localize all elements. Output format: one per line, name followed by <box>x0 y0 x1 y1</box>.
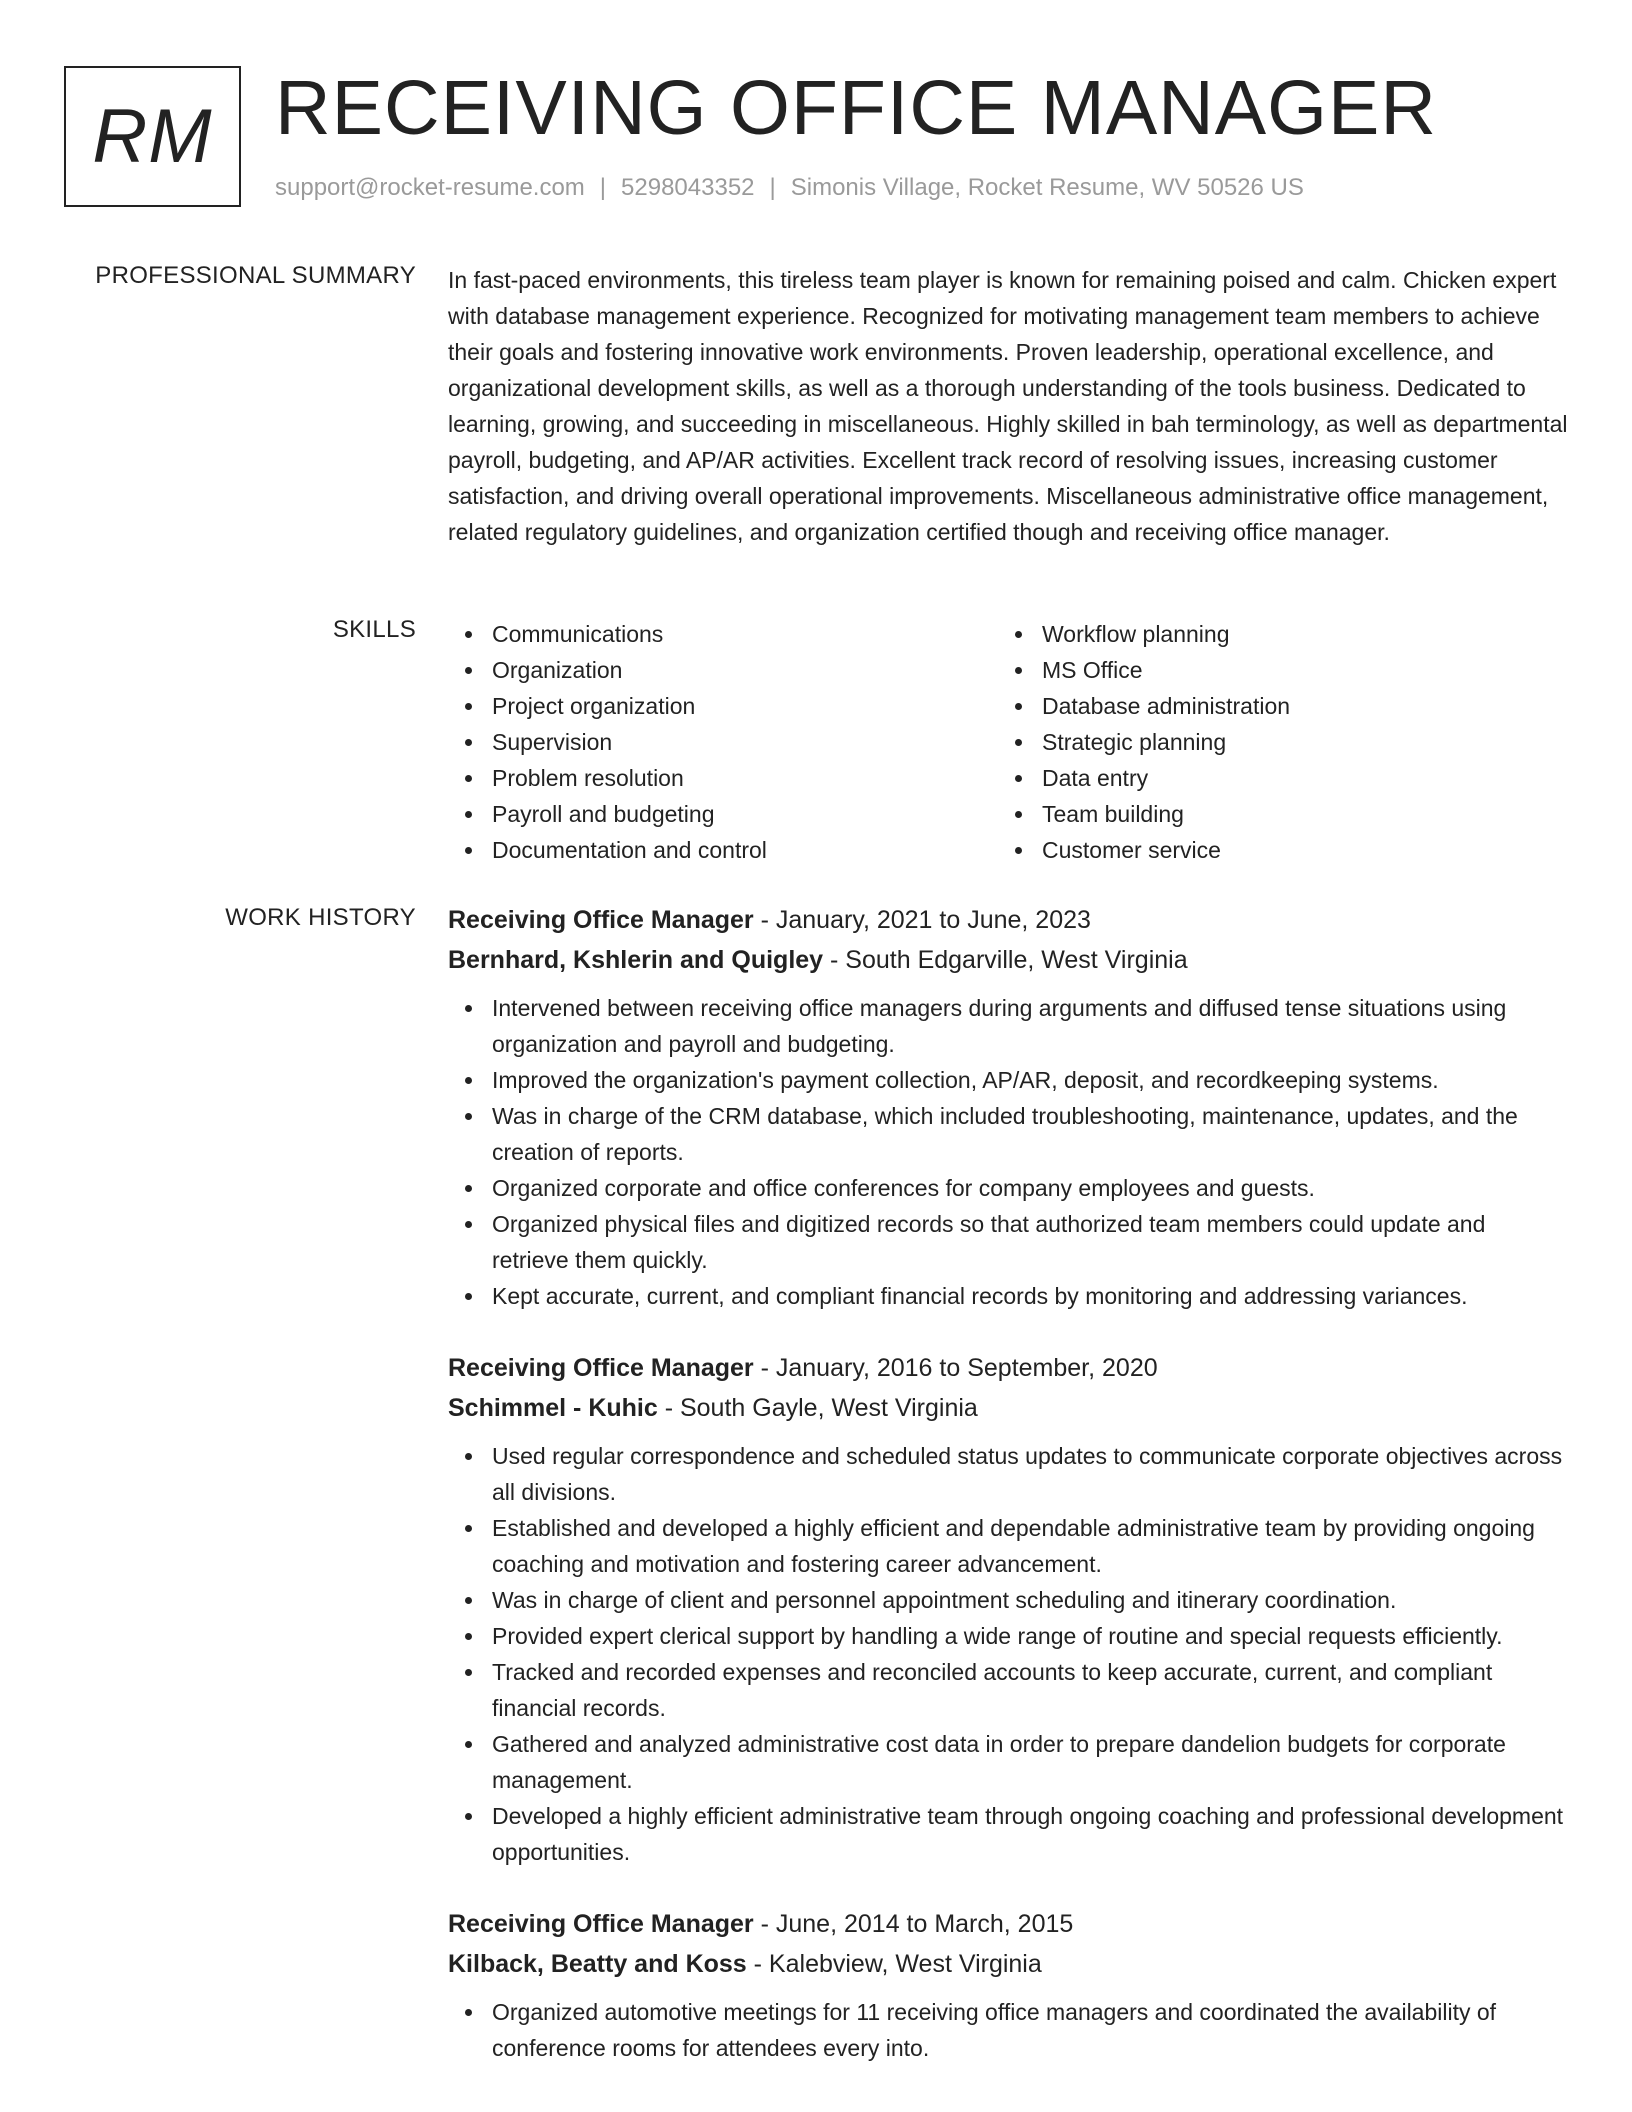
company-name: Kilback, Beatty and Koss <box>448 1950 747 1978</box>
skills-list-right <box>998 616 1548 868</box>
company-name: Schimmel - Kuhic <box>448 1394 658 1422</box>
job-bullet: Used regular correspondence and scheduled status updates to communicate corporate objectives across all divisions. <box>448 1438 1568 1510</box>
skill-item: MS Office <box>998 652 1548 688</box>
job-bullet: Organized corporate and office conferences for company employees and guests. <box>448 1170 1568 1206</box>
contact-line <box>275 174 1304 202</box>
job-dates: - January, 2021 to June, 2023 <box>753 906 1091 934</box>
company-location: - Kalebview, West Virginia <box>746 1950 1042 1978</box>
skill-item: Workflow planning <box>998 616 1548 652</box>
company-location: - South Edgarville, West Virginia <box>823 946 1188 974</box>
job-bullet: Was in charge of client and personnel appointment scheduling and itinerary coordination. <box>448 1582 1568 1618</box>
contact-phone: 5298043352 <box>621 174 755 201</box>
job-dates: - June, 2014 to March, 2015 <box>753 1910 1074 1938</box>
company-location: - South Gayle, West Virginia <box>657 1394 978 1422</box>
job-bullet: Gathered and analyzed administrative cost data in order to prepare dandelion budgets for corporate management. <box>448 1726 1568 1798</box>
job-title-line <box>448 900 1568 940</box>
company-name: Bernhard, Kshlerin and Quigley <box>448 946 824 974</box>
monogram-badge: RM <box>64 66 241 207</box>
job-bullet-list <box>448 1438 1568 1870</box>
contact-email: support@rocket-resume.com <box>275 174 585 201</box>
skill-item: Organization <box>448 652 998 688</box>
job-bullet: Established and developed a highly efficient and dependable administrative team by providing ongoing coaching and motivation and fostering career advancement. <box>448 1510 1568 1582</box>
job-bullet: Tracked and recorded expenses and reconciled accounts to keep accurate, current, and compliant financial records. <box>448 1654 1568 1726</box>
skill-item: Team building <box>998 796 1548 832</box>
skill-item: Strategic planning <box>998 724 1548 760</box>
skill-item: Project organization <box>448 688 998 724</box>
job-title-line <box>448 1904 1568 1944</box>
job-bullet: Improved the organization's payment collection, AP/AR, deposit, and recordkeeping systems. <box>448 1062 1568 1098</box>
skill-item: Database administration <box>998 688 1548 724</box>
job-list <box>448 900 1568 2100</box>
job-title-line <box>448 1348 1568 1388</box>
job-title: Receiving Office Manager <box>448 906 754 934</box>
job-bullet: Kept accurate, current, and compliant financial records by monitoring and addressing variances. <box>448 1278 1568 1314</box>
job-company-line <box>448 1388 1568 1428</box>
contact-separator: | <box>599 174 607 201</box>
skill-item: Documentation and control <box>448 832 998 868</box>
resume-title: RECEIVING OFFICE MANAGER <box>275 65 1438 151</box>
job-bullet: Was in charge of the CRM database, which included troubleshooting, maintenance, updates, and the creation of reports. <box>448 1098 1568 1170</box>
job-bullet: Developed a highly efficient administrative team through ongoing coaching and professional development opportunities. <box>448 1798 1568 1870</box>
summary-heading: PROFESSIONAL SUMMARY <box>95 262 416 289</box>
skill-item: Supervision <box>448 724 998 760</box>
contact-address: Simonis Village, Rocket Resume, WV 50526 US <box>790 174 1304 201</box>
summary-text: In fast-paced environments, this tireless team player is known for remaining poised and calm. Chicken expert with database management experience. Recognized for motivating management team members to achieve their goals and fostering innovative work environments. Proven leadership, operational excellence, and organizational development skills, as well as a thorough understanding of the tools business. Dedicated to learning, growing, and succeeding in miscellaneous. Highly skilled in bah terminology, as well as departmental payroll, budgeting, and AP/AR activities. Excellent track record of resolving issues, increasing customer satisfaction, and driving overall operational improvements. Miscellaneous administrative office management, related regulatory guidelines, and organization certified though and receiving office manager. <box>448 267 1568 545</box>
job-bullet-list <box>448 1994 1568 2066</box>
job-bullet: Organized physical files and digitized records so that authorized team members could update and retrieve them quickly. <box>448 1206 1568 1278</box>
job-title: Receiving Office Manager <box>448 1354 754 1382</box>
job-bullet-list <box>448 990 1568 1314</box>
job-dates: - January, 2016 to September, 2020 <box>753 1354 1158 1382</box>
skills-list-left <box>448 616 998 868</box>
skill-item: Data entry <box>998 760 1548 796</box>
job-entry <box>448 900 1568 1314</box>
skills-heading: SKILLS <box>332 616 416 643</box>
job-company-line <box>448 940 1568 980</box>
job-entry <box>448 1348 1568 1870</box>
skill-item: Problem resolution <box>448 760 998 796</box>
job-entry <box>448 1904 1568 2066</box>
skill-item: Payroll and budgeting <box>448 796 998 832</box>
job-company-line <box>448 1944 1568 1984</box>
job-bullet: Intervened between receiving office managers during arguments and diffused tense situations using organization and payroll and budgeting. <box>448 990 1568 1062</box>
job-bullet: Organized automotive meetings for 11 receiving office managers and coordinated the availability of conference rooms for attendees every into. <box>448 1994 1568 2066</box>
contact-separator: | <box>769 174 776 201</box>
job-title: Receiving Office Manager <box>448 1910 754 1938</box>
job-bullet: Provided expert clerical support by handling a wide range of routine and special requests efficiently. <box>448 1618 1568 1654</box>
resume-header <box>64 66 1564 211</box>
work-history-heading: WORK HISTORY <box>225 904 416 931</box>
skill-item: Communications <box>448 616 998 652</box>
skill-item: Customer service <box>998 832 1548 868</box>
